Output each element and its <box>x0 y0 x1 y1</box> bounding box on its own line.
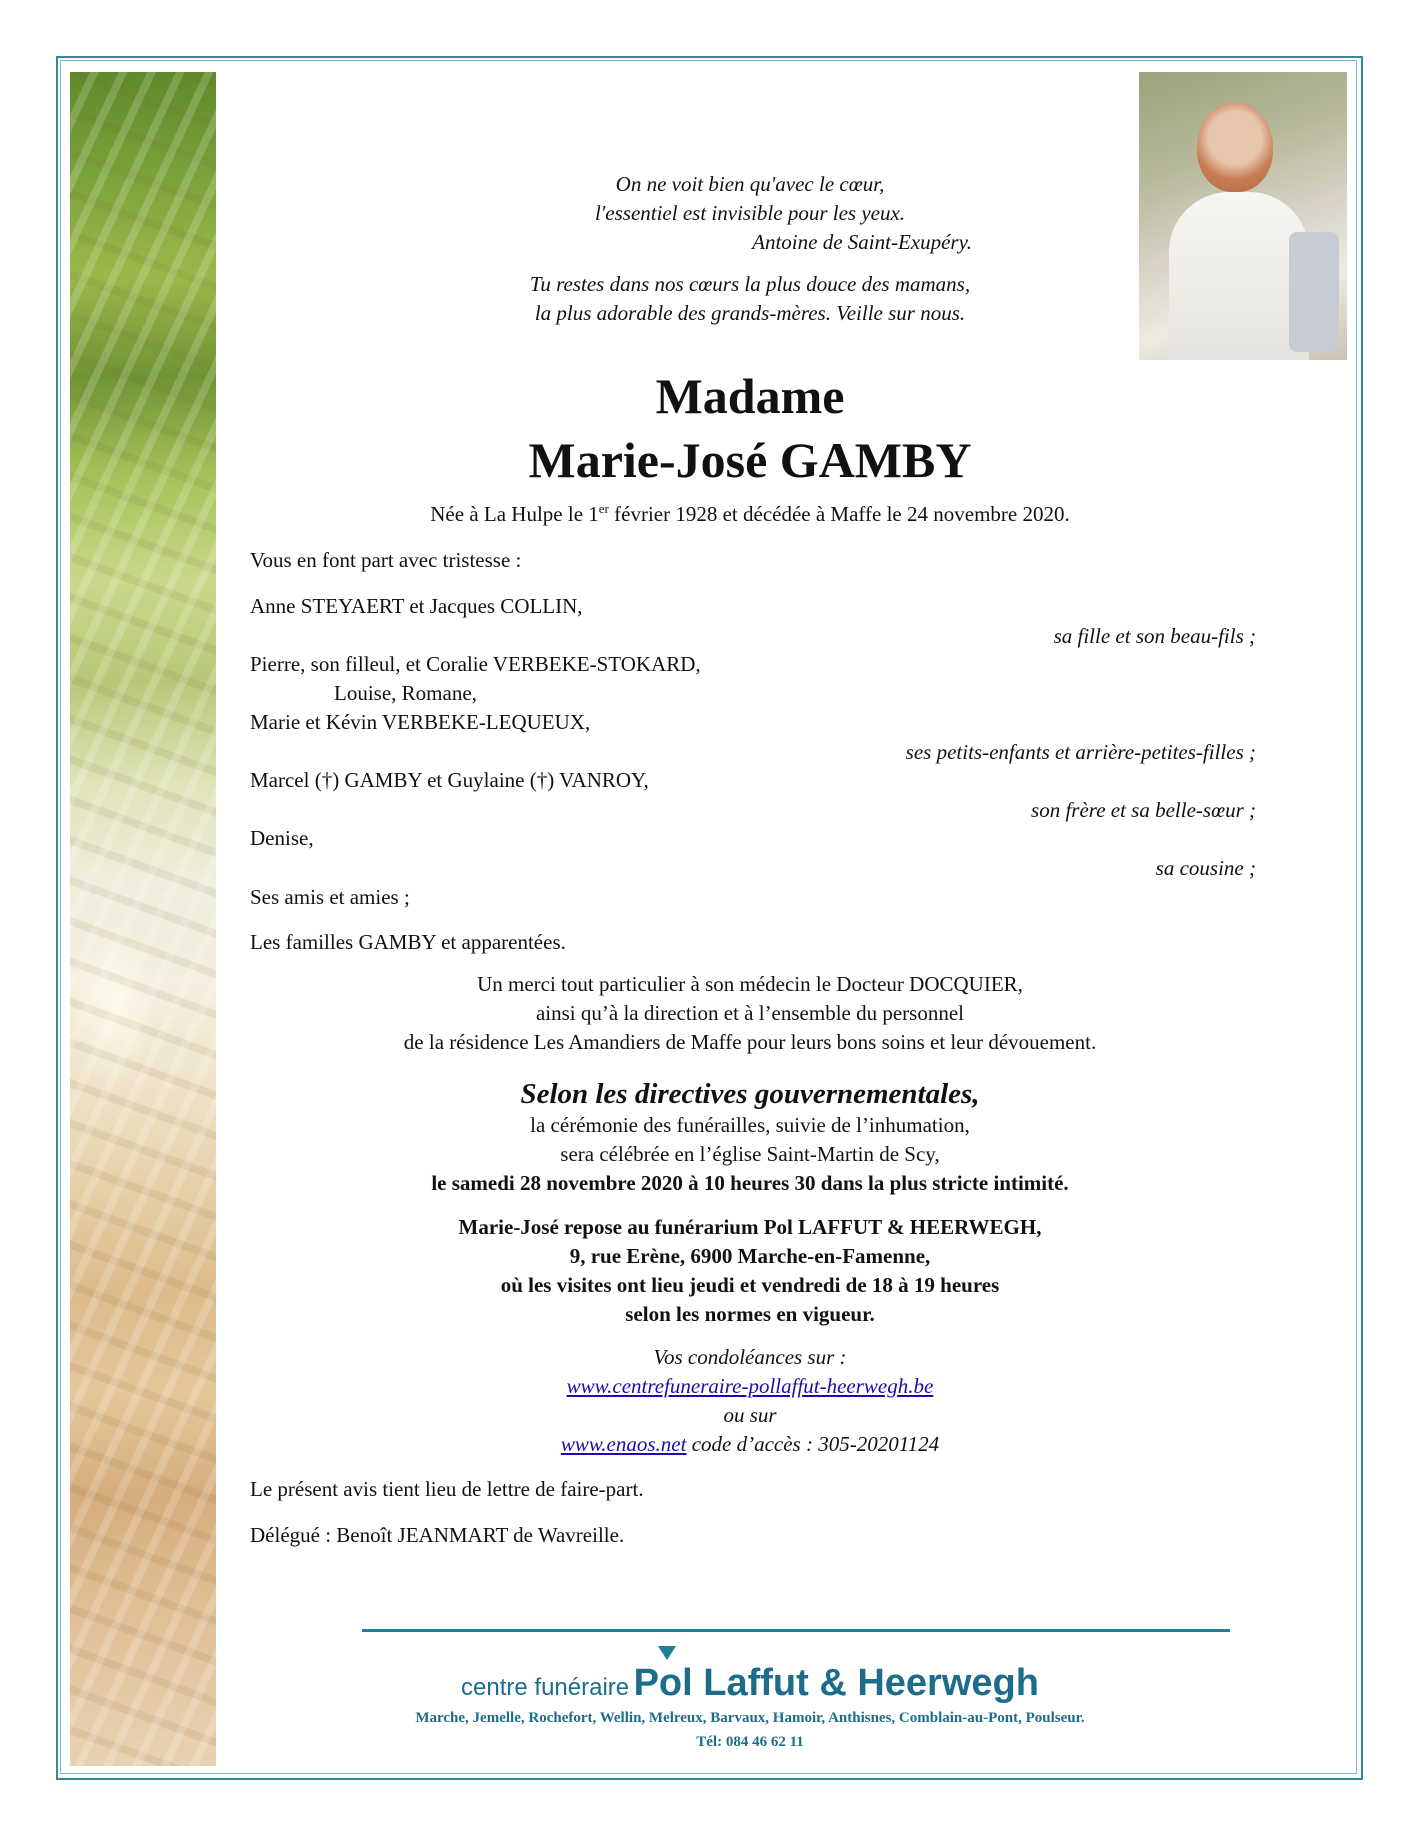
portrait-body <box>1169 192 1309 360</box>
condolences-code: code d’accès : 305-20201124 <box>686 1432 940 1456</box>
notice-line: Le présent avis tient lieu de lettre de faire-part. <box>250 1477 644 1501</box>
thanks <box>250 970 1250 1057</box>
portrait-photo <box>1139 72 1347 360</box>
born-text-a: Née à La Hulpe le 1 <box>430 502 599 526</box>
quote-line-2: l'essentiel est invisible pour les yeux. <box>594 201 906 225</box>
born-text-b: février 1928 et décédée à Maffe le 24 novembre 2020. <box>608 502 1070 526</box>
portrait-head <box>1197 102 1273 192</box>
family-g2-role: ses petits-enfants et arrière-petites-filles ; <box>905 740 1256 764</box>
footer-brand <box>300 1662 1200 1705</box>
condolences-link-1[interactable]: www.centrefuneraire-pollaffut-heerwegh.be <box>566 1374 934 1398</box>
family-g4-line-1: Denise, <box>250 826 314 850</box>
title-line-1: Madame <box>655 368 845 424</box>
condolences <box>250 1343 1250 1459</box>
family-g1-line-1: Anne STEYAERT et Jacques COLLIN, <box>250 594 583 618</box>
footer-phone: Tél: 084 46 62 11 <box>696 1734 804 1750</box>
quote <box>420 170 1080 257</box>
tribute <box>400 270 1100 328</box>
friends-line: Ses amis et amies ; <box>250 885 410 909</box>
birth-death-line <box>250 500 1250 529</box>
tribute-line-2: la plus adorable des grands-mères. Veille sur nous. <box>534 301 966 325</box>
portrait-chair <box>1289 232 1339 352</box>
visitation-line-2: 9, rue Erène, 6900 Marche-en-Famenne, <box>569 1244 931 1268</box>
visitation <box>250 1213 1250 1329</box>
quote-author: Antoine de Saint-Exupéry. <box>752 230 972 254</box>
thanks-line-3: de la résidence Les Amandiers de Maffe pour leurs bons soins et leur dévouement. <box>403 1030 1097 1054</box>
footer-brand-big: Pol Laffut & Heerwegh <box>633 1662 1039 1704</box>
condolences-link-2[interactable]: www.enaos.net <box>560 1432 687 1456</box>
intro-line: Vous en font part avec tristesse : <box>250 548 522 572</box>
ceremony <box>250 1077 1250 1198</box>
forest-path-photo <box>70 72 216 1766</box>
family-g3-role: son frère et sa belle-sœur ; <box>1031 798 1256 822</box>
visitation-line-3: où les visites ont lieu jeudi et vendredi de 18 à 19 heures <box>500 1273 1000 1297</box>
ceremony-heading: Selon les directives gouvernementales, <box>520 1078 980 1110</box>
ceremony-line-1: la cérémonie des funérailles, suivie de l’inhumation, <box>530 1113 970 1137</box>
family-g2-line-2: Louise, Romane, <box>334 681 477 705</box>
ceremony-line-2: sera célébrée en l’église Saint-Martin de Scy, <box>560 1142 940 1166</box>
footer-brand-small: centre funéraire <box>461 1674 630 1701</box>
born-sup: er <box>598 501 609 516</box>
visitation-line-1: Marie-José repose au funérarium Pol LAFFUT & HEERWEGH, <box>458 1215 1042 1239</box>
ceremony-line-3: le samedi 28 novembre 2020 à 10 heures 30 dans la plus stricte intimité. <box>431 1171 1069 1195</box>
family-g3-line-1: Marcel (†) GAMBY et Guylaine (†) VANROY, <box>250 768 649 792</box>
footer-triangle-icon <box>658 1646 676 1660</box>
family-g1-role: sa fille et son beau-fils ; <box>1053 624 1256 648</box>
family-g4-role: sa cousine ; <box>1155 856 1256 880</box>
families-line: Les familles GAMBY et apparentées. <box>250 930 566 954</box>
delegate-line: Délégué : Benoît JEANMART de Wavreille. <box>250 1523 625 1547</box>
family-g2-line-1: Pierre, son filleul, et Coralie VERBEKE-STOKARD, <box>250 652 701 676</box>
visitation-line-4: selon les normes en vigueur. <box>625 1302 875 1326</box>
family-g2-line-3: Marie et Kévin VERBEKE-LEQUEUX, <box>250 710 591 734</box>
condolences-or: ou sur <box>723 1403 777 1427</box>
thanks-line-1: Un merci tout particulier à son médecin le Docteur DOCQUIER, <box>477 972 1023 996</box>
footer-cities: Marche, Jemelle, Rochefort, Wellin, Melreux, Barvaux, Hamoir, Anthisnes, Comblain-au-Pont, Poulseur. <box>415 1710 1085 1726</box>
tribute-line-1: Tu restes dans nos cœurs la plus douce des mamans, <box>529 272 971 296</box>
condolences-label: Vos condoléances sur : <box>653 1345 847 1369</box>
thanks-line-2: ainsi qu’à la direction et à l’ensemble du personnel <box>535 1001 965 1025</box>
footer-divider <box>362 1629 1230 1632</box>
quote-line-1: On ne voit bien qu'avec le cœur, <box>615 172 885 196</box>
title-line-2: Marie-José GAMBY <box>528 432 972 488</box>
